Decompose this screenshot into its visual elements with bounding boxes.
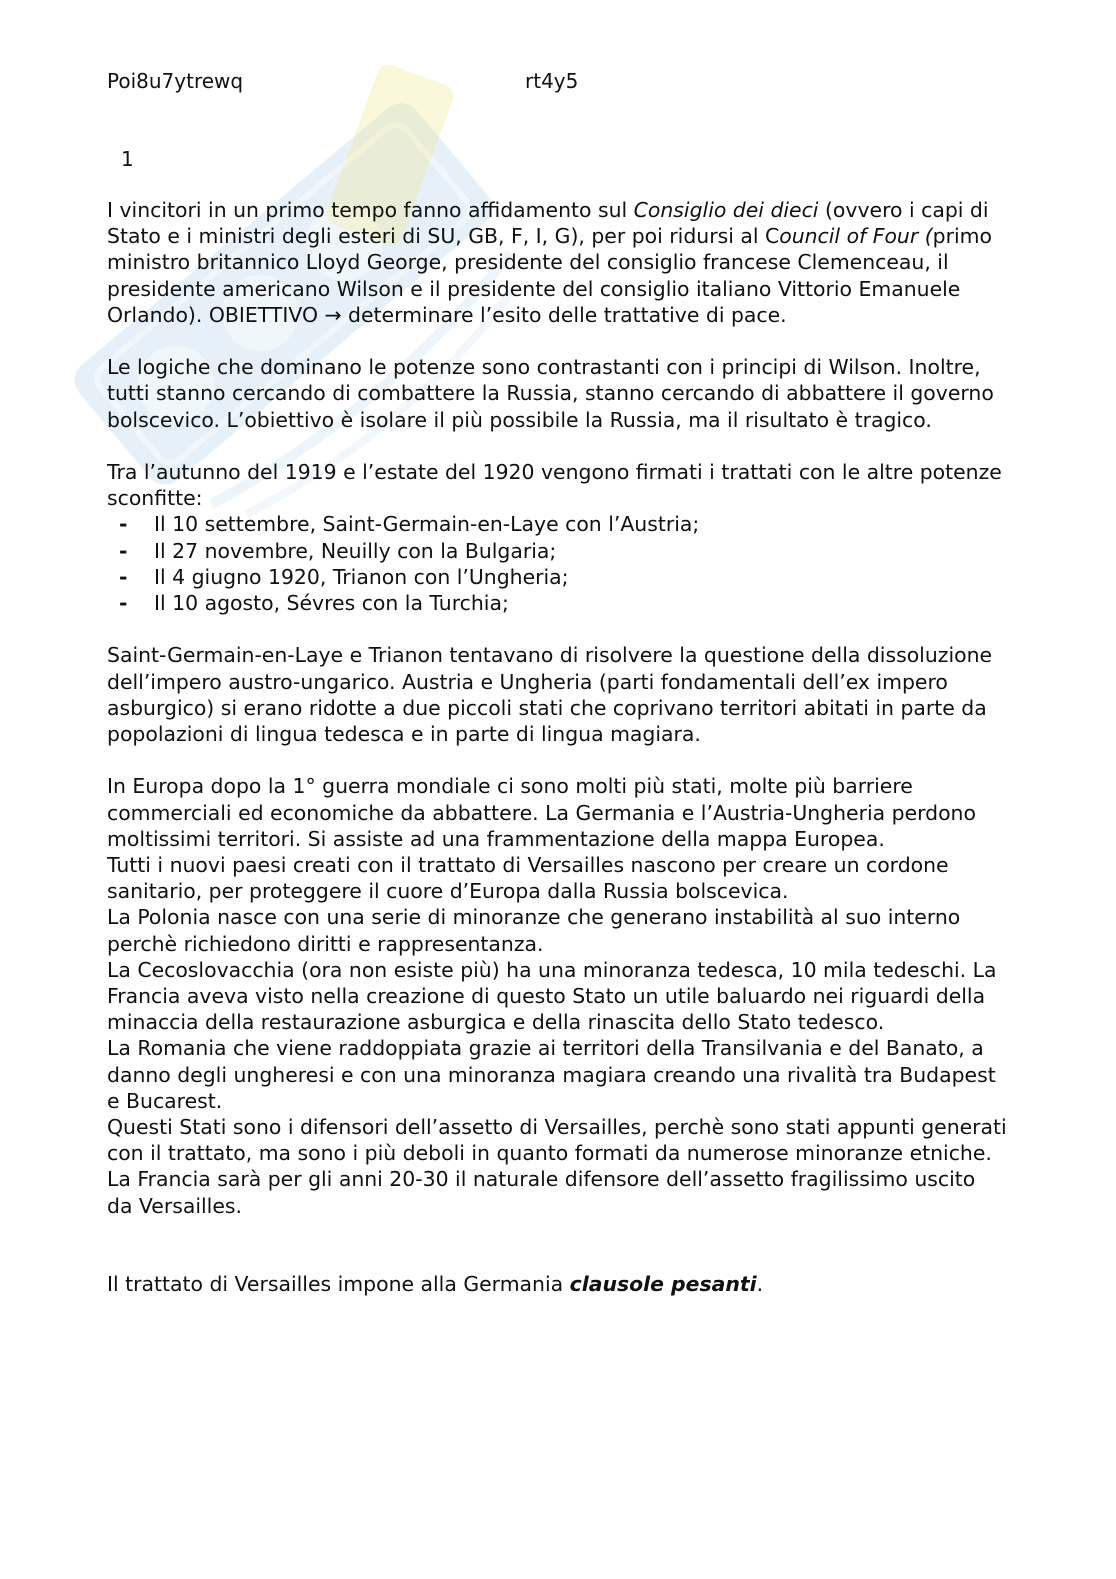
paragraph-czechoslovakia: La Cecoslovacchia (ora non esiste più) ha una minoranza tedesca, 10 mila tedeschi. La Francia aveva visto nella creazione di questo Stato un utile baluardo nei riguardi della minaccia della restaurazione asburgica e della rinascita dello Stato tedesco. bbox=[107, 957, 997, 1035]
document-body bbox=[107, 197, 1007, 1324]
paragraph-wilson: Le logiche che dominano le potenze sono contrastanti con i principi di Wilson. Inoltre, tutti stanno cercando di combattere la Russia, stanno cercando di abbattere il governo bolscevico. L’obiettivo è isolare il più possibile la Russia, ma il risultato è tragico. bbox=[107, 355, 994, 432]
paragraph-versailles-clauses bbox=[107, 1271, 1007, 1297]
treaties-list bbox=[107, 511, 1007, 616]
italic-run: Consiglio dei dieci bbox=[633, 198, 819, 222]
header-left-text: Poi8u7ytrewq bbox=[107, 69, 244, 93]
italic-run: ouncil of Four ( bbox=[779, 224, 933, 249]
text-run: primo ministro britannico Lloyd George, presidente del consiglio francese Clemenceau, il presidente americano Wilson e il presidente del consiglio italiano Vittorio Emanuele Orlando). OBIETTIVO → determinare l’esito delle trattative di pace. bbox=[107, 224, 993, 327]
list-item-text: Il 10 agosto, Sévres con la Turchia; bbox=[154, 591, 509, 616]
list-item-text: Il 4 giugno 1920, Trianon con l’Ungheria; bbox=[154, 564, 569, 589]
paragraph-europe: In Europa dopo la 1° guerra mondiale ci sono molti più stati, molte più barriere commerciali ed economiche da abbattere. La Germania e l’Austria-Ungheria perdono moltissimi territori. Si assiste ad una frammentazione della mappa Europea. bbox=[107, 774, 976, 851]
bullet-dash: - bbox=[119, 538, 128, 563]
bold-italic-run: clausole pesanti bbox=[569, 1272, 757, 1297]
paragraph-poland: La Polonia nasce con una serie di minoranze che generano instabilità al suo interno perchè richiedono diritti e rappresentanza. bbox=[107, 905, 961, 956]
list-item bbox=[107, 511, 1007, 537]
list-item bbox=[107, 538, 1007, 564]
paragraph-austria-hungary: Saint-Germain-en-Laye e Trianon tentavano di risolvere la questione della dissoluzione dell’impero austro-ungarico. Austria e Ungheria (parti fondamentali dell’ex impero asburgico) si erano ridotte a due piccoli stati che coprivano territori abitati in parte da popolazioni di lingua tedesca e in parte di lingua magiara. bbox=[107, 643, 993, 747]
bullet-dash: - bbox=[119, 591, 128, 616]
paragraph-treaties-intro: Tra l’autunno del 1919 e l’estate del 1920 vengono firmati i trattati con le altre potenze sconfitte: bbox=[107, 460, 1002, 511]
paragraph-new-countries: Tutti i nuovi paesi creati con il trattato di Versailles nascono per creare un cordone sanitario, per proteggere il cuore d’Europa dalla Russia bolscevica. bbox=[107, 853, 949, 904]
paragraph-defenders: Questi Stati sono i difensori dell’assetto di Versailles, perchè sono stati appunti generati con il trattato, ma sono i più deboli in quanto formati da numerose minoranze etniche. La Francia sarà per gli anni 20-30 il naturale difensore dell’assetto fragilissimo uscito da Versailles. bbox=[107, 1115, 1007, 1218]
paragraph-council bbox=[107, 197, 1007, 328]
page-number: 1 bbox=[121, 147, 134, 171]
list-item bbox=[107, 590, 1007, 616]
paragraph-romania: La Romania che viene raddoppiata grazie ai territori della Transilvania e del Banato, a danno degli ungheresi e con una minoranza magiara creando una rivalità tra Budapest e Bucarest. bbox=[107, 1036, 996, 1113]
page-header bbox=[107, 68, 1016, 98]
bullet-dash: - bbox=[119, 564, 128, 589]
bullet-dash: - bbox=[119, 512, 128, 537]
text-run: I vincitori in un primo tempo fanno affidamento sul bbox=[107, 198, 634, 222]
list-item-text: Il 27 novembre, Neuilly con la Bulgaria; bbox=[154, 538, 557, 563]
text-run: Il trattato di Versailles impone alla Germania bbox=[107, 1272, 570, 1297]
text-run: . bbox=[756, 1272, 764, 1297]
list-item-text: Il 10 settembre, Saint-Germain-en-Laye con l’Austria; bbox=[154, 512, 700, 537]
text-run: (ovvero i capi di Stato e i ministri degli esteri di SU, GB, F, I, G), per poi ridursi al C bbox=[107, 198, 989, 249]
list-item bbox=[107, 564, 1007, 590]
header-right-text: rt4y5 bbox=[525, 69, 579, 93]
